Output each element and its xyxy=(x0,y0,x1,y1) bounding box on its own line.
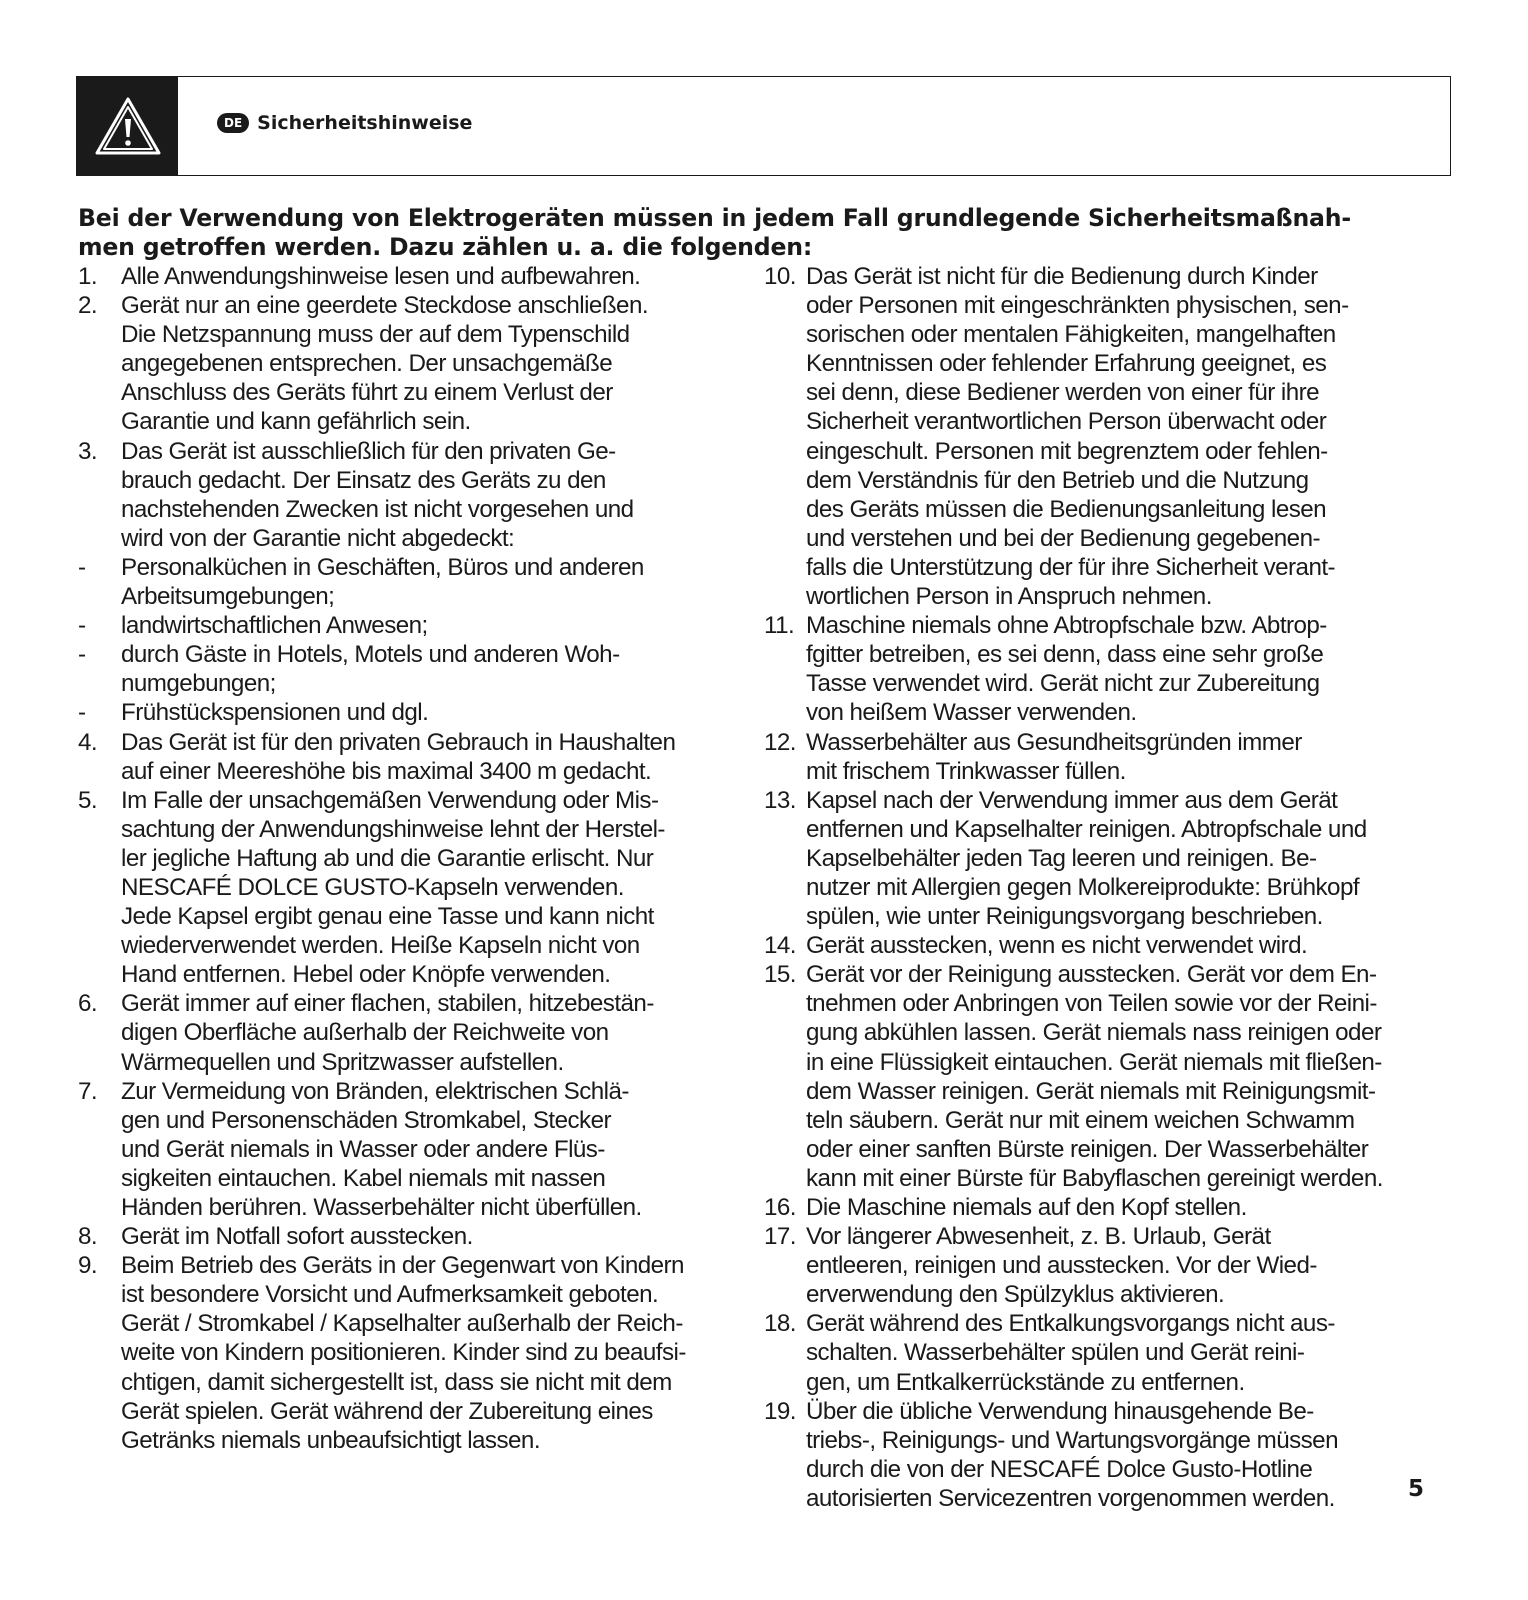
list-item-line: Gerät / Stromkabel / Kapselhalter außerhalb der Reich- xyxy=(121,1310,683,1338)
list-item-line: nutzer mit Allergien gegen Molkereiprodukte: Brühkopf xyxy=(806,873,1360,901)
list-item xyxy=(78,1251,758,1455)
list-item-line: oder Personen mit eingeschränkten physischen, sen- xyxy=(806,292,1349,320)
list-item-number: 13. xyxy=(764,786,796,814)
list-item xyxy=(764,931,1454,960)
list-item xyxy=(78,698,758,727)
list-item-text xyxy=(806,786,1454,931)
list-item-text xyxy=(806,1193,1454,1222)
list-item-line: Kenntnissen oder fehlender Erfahrung geeignet, es xyxy=(806,350,1327,378)
list-item-line: Jede Kapsel ergibt genau eine Tasse und kann nicht xyxy=(121,903,654,931)
list-item xyxy=(78,989,758,1076)
list-item-line: Anschluss des Geräts führt zu einem Verlust der xyxy=(121,379,613,407)
list-item-text xyxy=(121,640,758,698)
list-item xyxy=(764,1309,1454,1396)
header-title-group xyxy=(217,112,472,134)
intro-paragraph xyxy=(78,204,1458,262)
list-item-line: ist besondere Vorsicht und Aufmerksamkeit geboten. xyxy=(121,1281,659,1309)
list-item-number: 10. xyxy=(764,263,796,290)
list-item-line: Kapsel nach der Verwendung immer aus dem Gerät xyxy=(806,786,1338,814)
list-item-line: Gerät vor der Reinigung ausstecken. Gerät vor dem En- xyxy=(806,961,1377,989)
list-item xyxy=(78,611,758,640)
list-item-text xyxy=(806,728,1454,786)
list-item-line: Gerät immer auf einer flachen, stabilen, hitzebestän- xyxy=(121,990,654,1018)
language-badge: DE xyxy=(217,113,249,133)
list-item-line: NESCAFÉ DOLCE GUSTO-Kapseln verwenden. xyxy=(121,873,624,901)
list-item-line: Über die übliche Verwendung hinausgehende Be- xyxy=(806,1397,1314,1425)
list-item-line: brauch gedacht. Der Einsatz des Geräts zu den xyxy=(121,466,606,494)
list-item xyxy=(78,1222,758,1251)
list-item xyxy=(764,786,1454,931)
list-item-line: auf einer Meereshöhe bis maximal 3400 m gedacht. xyxy=(121,757,652,785)
list-item-line: dem Verständnis für den Betrieb und die Nutzung xyxy=(806,466,1309,494)
list-item-line: dem Wasser reinigen. Gerät niemals mit Reinigungsmit- xyxy=(806,1077,1376,1105)
list-item-line: Garantie und kann gefährlich sein. xyxy=(121,408,471,436)
list-item-line: sigkeiten eintauchen. Kabel niemals mit nassen xyxy=(121,1164,606,1192)
warning-triangle-icon xyxy=(93,95,163,157)
list-item-text xyxy=(806,1222,1454,1309)
list-item-text xyxy=(806,960,1454,1193)
list-item-line: durch Gäste in Hotels, Motels und anderen Woh- xyxy=(121,641,620,669)
list-item-line: Wärmequellen und Spritzwasser aufstellen. xyxy=(121,1048,564,1076)
list-item-line: Arbeitsumgebungen; xyxy=(121,583,335,611)
list-item-line: Wasserbehälter aus Gesundheitsgründen immer xyxy=(806,728,1302,756)
list-item-line: Personalküchen in Geschäften, Büros und anderen xyxy=(121,553,644,581)
list-item-line: landwirtschaftlichen Anwesen; xyxy=(121,612,428,640)
list-item-line: gung abkühlen lassen. Gerät niemals nass reinigen oder xyxy=(806,1019,1382,1047)
list-item-line: Gerät spielen. Gerät während der Zubereitung eines xyxy=(121,1397,653,1425)
list-item-line: Im Falle der unsachgemäßen Verwendung oder Mis- xyxy=(121,786,659,814)
warning-icon-block xyxy=(77,77,178,175)
list-item-number: - xyxy=(78,553,86,581)
list-item-number: 6. xyxy=(78,990,98,1018)
list-item xyxy=(764,262,1454,611)
list-item-line: numgebungen; xyxy=(121,670,276,698)
list-item-number: - xyxy=(78,641,86,669)
list-item xyxy=(78,262,758,291)
list-item-line: gen, um Entkalkerrückstände zu entfernen. xyxy=(806,1368,1245,1396)
list-item-text xyxy=(121,989,758,1076)
list-item-text xyxy=(121,291,758,436)
list-item-line: Frühstückspensionen und dgl. xyxy=(121,699,429,727)
list-item xyxy=(78,728,758,786)
list-item-line: erverwendung den Spülzyklus aktivieren. xyxy=(806,1281,1225,1309)
list-item-line: Sicherheit verantwortlichen Person überwacht oder xyxy=(806,408,1327,436)
list-item-line: entleeren, reinigen und ausstecken. Vor der Wied- xyxy=(806,1252,1317,1280)
list-item-line: autorisierten Servicezentren vorgenommen werden. xyxy=(806,1484,1335,1512)
list-item-text xyxy=(806,1397,1454,1513)
list-item-line: fgitter betreiben, es sei denn, dass eine sehr große xyxy=(806,641,1324,669)
list-item xyxy=(78,1077,758,1222)
list-item xyxy=(78,553,758,611)
list-item-number: 11. xyxy=(764,612,795,640)
list-item-line: gen und Personenschäden Stromkabel, Stecker xyxy=(121,1106,611,1134)
list-item-line: Tasse verwendet wird. Gerät nicht zur Zubereitung xyxy=(806,670,1320,698)
list-item-text xyxy=(121,553,758,611)
list-item xyxy=(764,728,1454,786)
list-item-line: angegebenen entsprechen. Der unsachgemäße xyxy=(121,350,613,378)
list-item-text xyxy=(121,728,758,786)
list-item-line: durch die von der NESCAFÉ Dolce Gusto-Hotline xyxy=(806,1455,1313,1483)
list-item-line: Das Gerät ist ausschließlich für den privaten Ge- xyxy=(121,437,616,465)
list-item-text xyxy=(121,786,758,990)
list-item-number: 19. xyxy=(764,1397,796,1425)
list-item-line: spülen, wie unter Reinigungsvorgang beschrieben. xyxy=(806,903,1323,931)
list-item-text xyxy=(121,262,758,291)
list-item-line: kann mit einer Bürste für Babyflaschen gereinigt werden. xyxy=(806,1164,1383,1192)
list-item-line: entfernen und Kapselhalter reinigen. Abtropfschale und xyxy=(806,815,1367,843)
list-item-line: wiederverwendet werden. Heiße Kapseln nicht von xyxy=(121,932,640,960)
list-item-number: 18. xyxy=(764,1310,796,1338)
list-item-line: Vor längerer Abwesenheit, z. B. Urlaub, Gerät xyxy=(806,1223,1271,1251)
list-item-line: Gerät ausstecken, wenn es nicht verwendet wird. xyxy=(806,932,1308,960)
list-item-line: Zur Vermeidung von Bränden, elektrischen Schlä- xyxy=(121,1077,629,1105)
list-item-text xyxy=(121,698,758,727)
list-item-line: Hand entfernen. Hebel oder Knöpfe verwenden. xyxy=(121,961,611,989)
right-column xyxy=(764,262,1454,1513)
list-item xyxy=(764,1222,1454,1309)
list-item-number: 14. xyxy=(764,932,796,960)
list-item-number: 5. xyxy=(78,786,98,814)
list-item-line: oder einer sanften Bürste reinigen. Der Wasserbehälter xyxy=(806,1135,1369,1163)
list-item xyxy=(78,437,758,553)
list-item-line: und Gerät niemals in Wasser oder andere Flüs- xyxy=(121,1135,605,1163)
list-item-line: schalten. Wasserbehälter spülen und Gerät reini- xyxy=(806,1339,1305,1367)
list-item-line: Beim Betrieb des Geräts in der Gegenwart von Kindern xyxy=(121,1252,684,1280)
list-item-line: falls die Unterstützung der für ihre Sicherheit verant- xyxy=(806,553,1336,581)
list-item-number: 2. xyxy=(78,292,98,320)
list-item-number: 9. xyxy=(78,1252,98,1280)
list-item-text xyxy=(121,1251,758,1455)
list-item-number: 12. xyxy=(764,728,796,756)
list-item-number: 15. xyxy=(764,961,796,989)
list-item-line: des Geräts müssen die Bedienungsanleitung lesen xyxy=(806,495,1327,523)
list-item-line: wird von der Garantie nicht abgedeckt: xyxy=(121,524,515,552)
list-item xyxy=(78,640,758,698)
list-item-number: 8. xyxy=(78,1223,98,1251)
list-item-line: Maschine niemals ohne Abtropfschale bzw. Abtrop- xyxy=(806,612,1327,640)
list-item-line: Alle Anwendungshinweise lesen und aufbewahren. xyxy=(121,263,641,290)
list-item-line: tnehmen oder Anbringen von Teilen sowie vor der Reini- xyxy=(806,990,1377,1018)
page-number: 5 xyxy=(1408,1476,1425,1502)
list-item-text xyxy=(121,1222,758,1251)
list-item-line: Die Maschine niemals auf den Kopf stellen. xyxy=(806,1194,1247,1221)
list-item-line: mit frischem Trinkwasser füllen. xyxy=(806,757,1126,785)
list-item-text xyxy=(121,611,758,640)
list-item-line: wortlichen Person in Anspruch nehmen. xyxy=(806,583,1212,611)
list-item-line: digen Oberfläche außerhalb der Reichweite von xyxy=(121,1019,609,1047)
list-item-line: ler jegliche Haftung ab und die Garantie erlischt. Nur xyxy=(121,844,654,872)
list-item-line: nachstehenden Zwecken ist nicht vorgesehen und xyxy=(121,495,634,523)
list-item-line: Gerät im Notfall sofort ausstecken. xyxy=(121,1223,473,1251)
list-item-line: sei denn, diese Bediener werden von einer für ihre xyxy=(806,379,1320,407)
list-item-line: chtigen, damit sichergestellt ist, dass sie nicht mit dem xyxy=(121,1368,672,1396)
section-header xyxy=(76,76,1451,176)
list-item-line: Kapselbehälter jeden Tag leeren und reinigen. Be- xyxy=(806,844,1317,872)
list-item-line: sachtung der Anwendungshinweise lehnt der Herstel- xyxy=(121,815,665,843)
section-title: Sicherheitshinweise xyxy=(257,112,473,134)
list-item-number: 3. xyxy=(78,437,98,465)
list-item-line: Gerät während des Entkalkungsvorgangs nicht aus- xyxy=(806,1310,1335,1338)
intro-line: men getroffen werden. Dazu zählen u. a. die folgenden: xyxy=(78,233,813,261)
list-item-line: Das Gerät ist für den privaten Gebrauch in Haushalten xyxy=(121,728,676,756)
list-item-number: - xyxy=(78,612,86,640)
list-item-text xyxy=(806,262,1454,611)
list-item-line: Das Gerät ist nicht für die Bedienung durch Kinder xyxy=(806,263,1318,290)
list-item-line: Gerät nur an eine geerdete Steckdose anschließen. xyxy=(121,292,649,320)
list-item-number: 4. xyxy=(78,728,98,756)
list-item xyxy=(764,1193,1454,1222)
list-item-text xyxy=(121,1077,758,1222)
list-item-number: - xyxy=(78,699,86,727)
list-item-line: Die Netzspannung muss der auf dem Typenschild xyxy=(121,321,630,349)
list-item-number: 1. xyxy=(78,263,98,290)
list-item-number: 7. xyxy=(78,1077,98,1105)
list-item xyxy=(78,786,758,990)
list-item-text xyxy=(806,1309,1454,1396)
list-item-line: Händen berühren. Wasserbehälter nicht überfüllen. xyxy=(121,1194,642,1221)
list-item xyxy=(764,1397,1454,1513)
left-column xyxy=(78,262,758,1455)
list-item-line: von heißem Wasser verwenden. xyxy=(806,699,1137,727)
list-item-text xyxy=(121,437,758,553)
list-item-line: sorischen oder mentalen Fähigkeiten, mangelhaften xyxy=(806,321,1336,349)
list-item-text xyxy=(806,931,1454,960)
list-item xyxy=(764,611,1454,727)
list-item-line: teln säubern. Gerät nur mit einem weichen Schwamm xyxy=(806,1106,1355,1134)
list-item-line: eingeschult. Personen mit begrenztem oder fehlen- xyxy=(806,437,1328,465)
list-item-line: und verstehen und bei der Bedienung gegebenen- xyxy=(806,524,1320,552)
list-item xyxy=(78,291,758,436)
intro-line: Bei der Verwendung von Elektrogeräten müssen in jedem Fall grundlegende Sicherheitsmaßnah- xyxy=(78,204,1351,232)
list-item-text xyxy=(806,611,1454,727)
list-item-line: Getränks niemals unbeaufsichtigt lassen. xyxy=(121,1426,540,1454)
list-item xyxy=(764,960,1454,1193)
list-item-line: triebs-, Reinigungs- und Wartungsvorgänge müssen xyxy=(806,1426,1338,1454)
list-item-line: weite von Kindern positionieren. Kinder sind zu beaufsi- xyxy=(121,1339,686,1367)
list-item-number: 16. xyxy=(764,1194,796,1221)
list-item-line: in eine Flüssigkeit eintauchen. Gerät niemals mit fließen- xyxy=(806,1048,1382,1076)
list-item-number: 17. xyxy=(764,1223,796,1251)
